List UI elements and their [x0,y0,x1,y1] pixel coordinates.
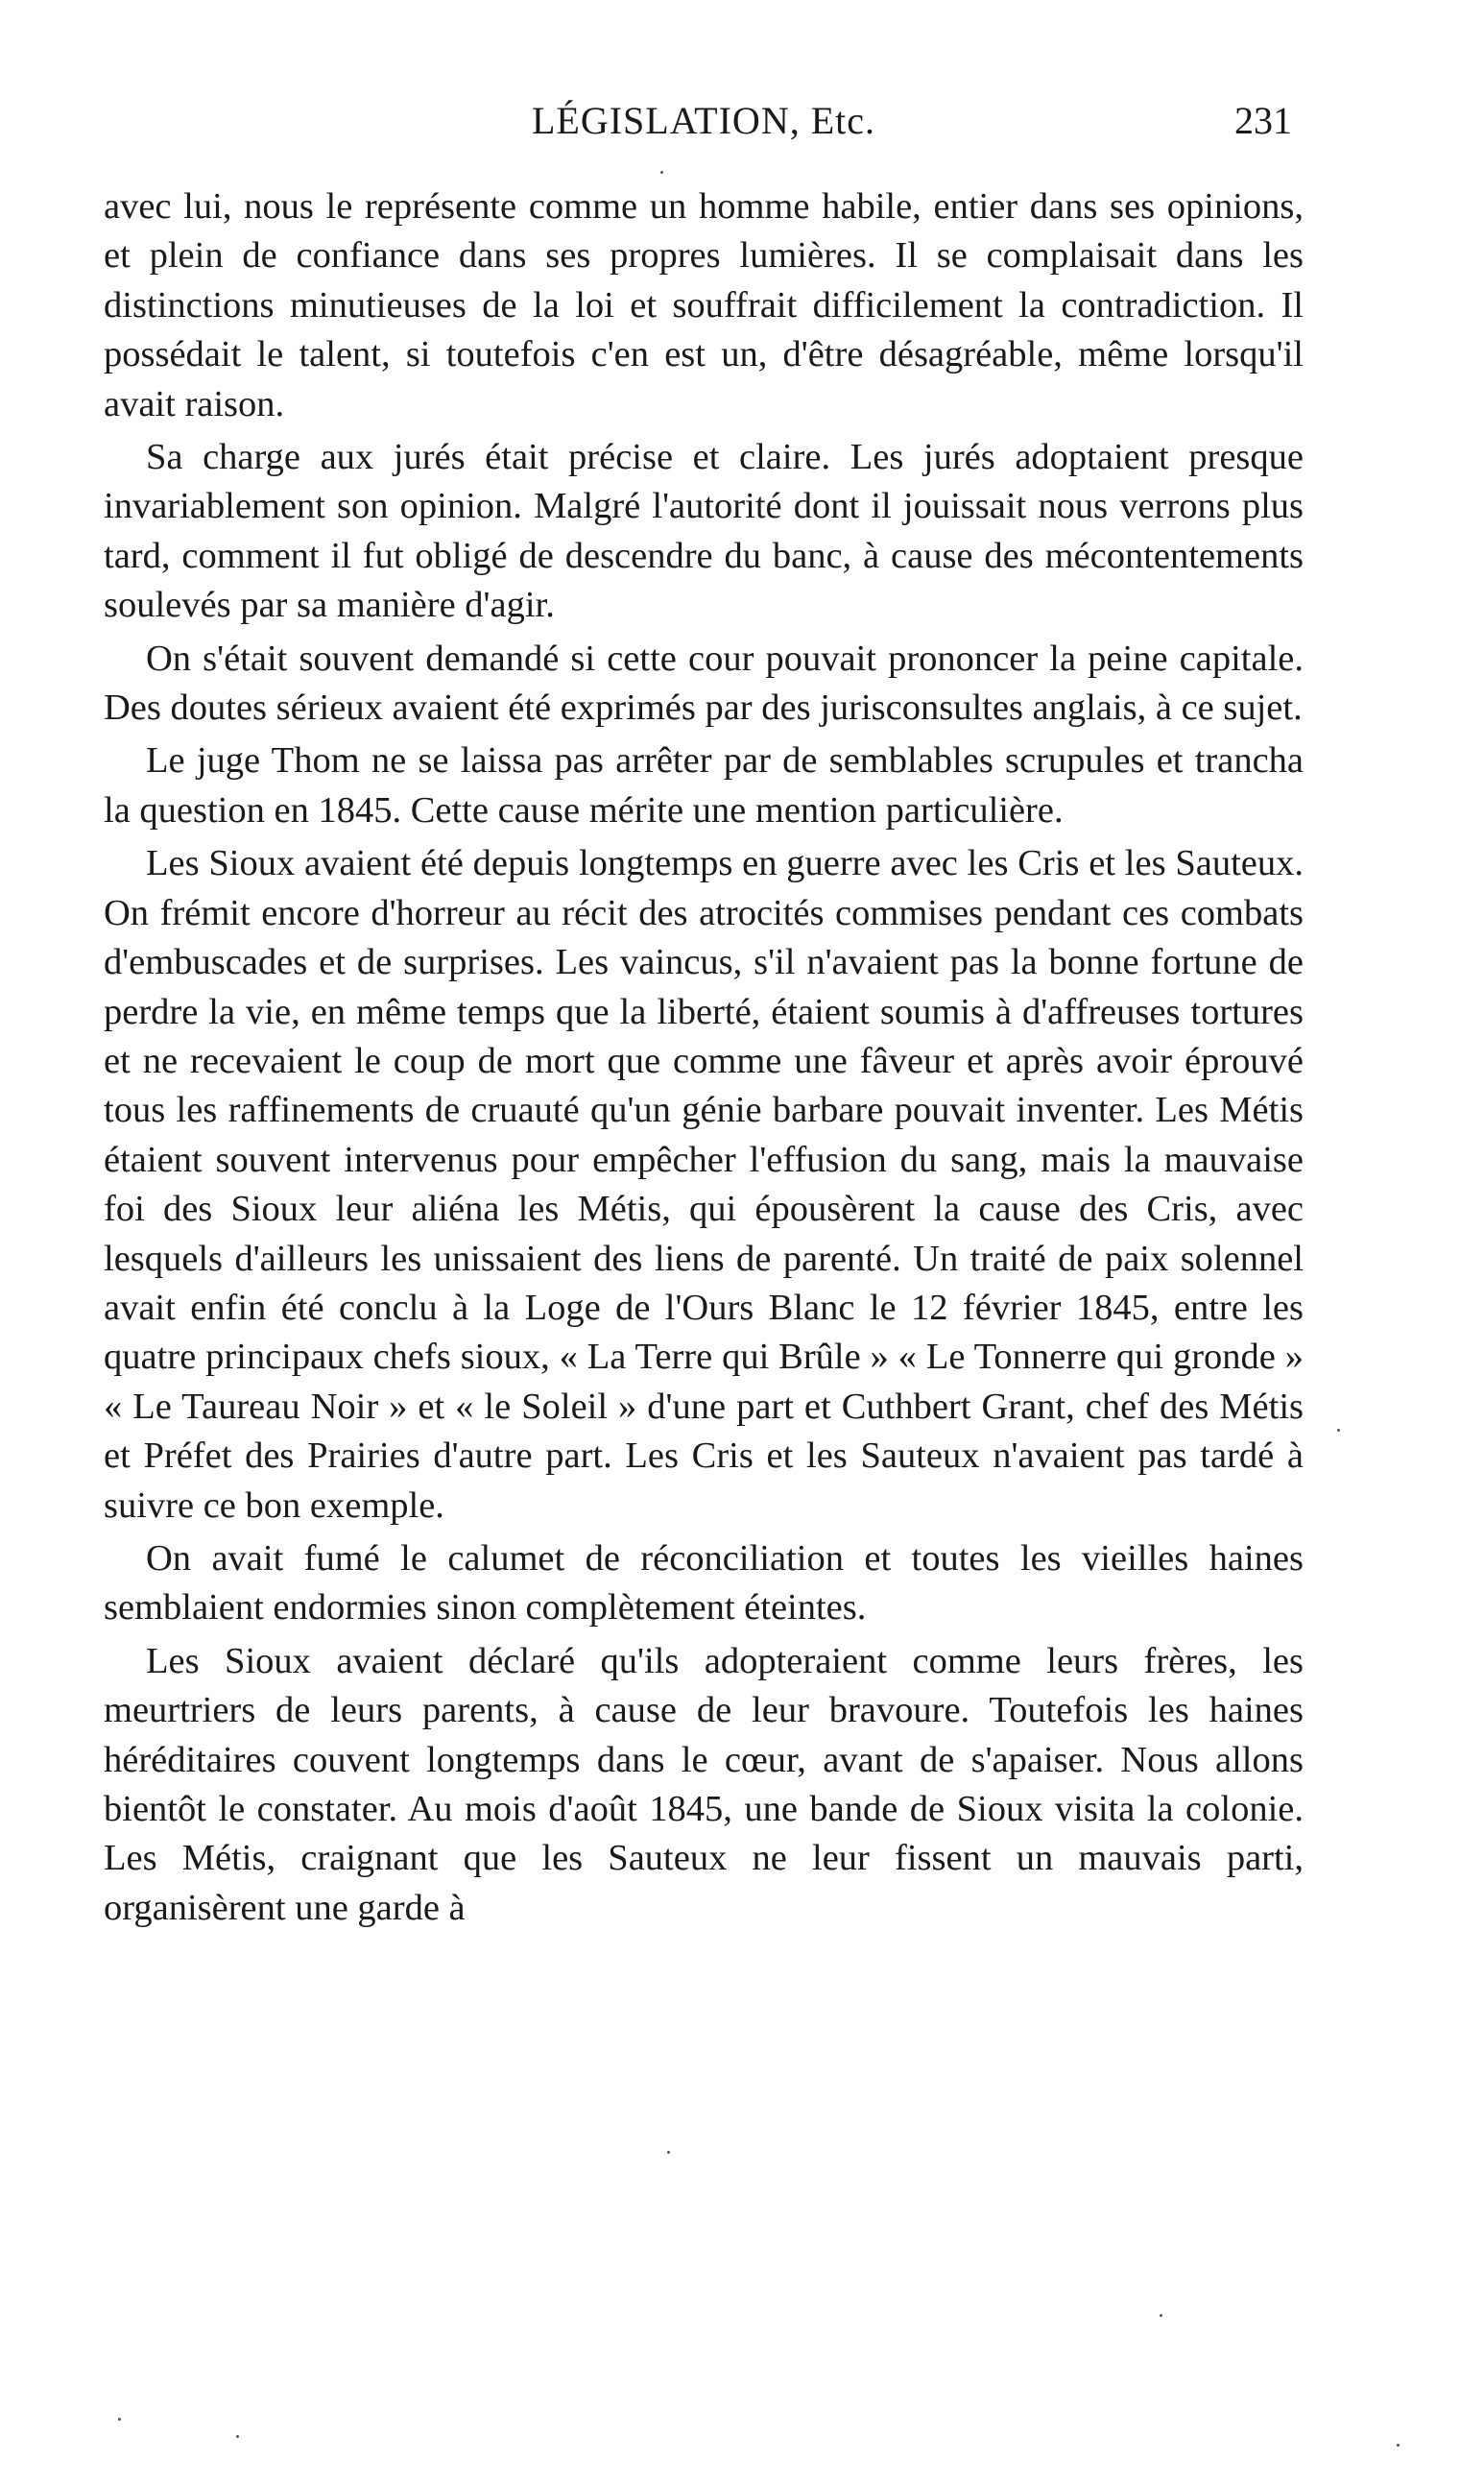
paragraph: Le juge Thom ne se laissa pas arrêter par de semblables scrupules et trancha la question en 1845. Cette cause mérite une mention particulière. [104,740,1304,831]
scan-speck [236,2435,239,2438]
paragraph: Les Sioux avaient déclaré qu'ils adopteraient comme leurs frères, les meurtriers de leurs parents, à cause de leur bravoure. Toutefois les haines héréditaires couvent longtemps dans le cœur, avant de s'apaiser. Nous allons bientôt le constater. Au mois d'août 1845, une bande de Sioux visita la colonie. Les Métis, craignant que les Sauteux ne leur fissent un mauvais parti, organisèrent une garde à [104,1640,1304,1928]
page-number: 231 [1234,99,1292,142]
scan-speck [118,2418,121,2421]
body-text [104,182,1304,1937]
running-title: LÉGISLATION, Etc. [531,99,876,142]
scan-speck [660,171,663,174]
scan-speck [1337,1429,1340,1432]
scan-speck [1397,2444,1400,2447]
paragraph: On s'était souvent demandé si cette cour pouvait prononcer la peine capitale. Des doutes sérieux avaient été exprimés par des jurisconsultes anglais, à ce sujet. [104,638,1304,729]
scan-speck [1160,2314,1162,2317]
running-head [104,92,1304,150]
paragraph: avec lui, nous le représente comme un homme habile, entier dans ses opinions, et plein de confiance dans ses propres lumières. Il se complaisait dans les distinctions minutieuses de la loi et souffrait difficilement la contradiction. Il possédait le talent, si toutefois c'en est un, d'être désagréable, même lorsqu'il avait raison. [104,186,1304,424]
scan-speck [667,2151,670,2154]
paragraph: Sa charge aux jurés était précise et claire. Les jurés adoptaient presque invariablement son opinion. Malgré l'autorité dont il jouissait nous verrons plus tard, comment il fut obligé de descendre du banc, à cause des mécontentements soulevés par sa manière d'agir. [104,437,1304,626]
paragraph: Les Sioux avaient été depuis longtemps en guerre avec les Cris et les Sauteux. On frémit encore d'horreur au récit des atrocités commises pendant ces combats d'embuscades et de surprises. Les vaincus, s'il n'avaient pas la bonne fortune de perdre la vie, en même temps que la liberté, étaient soumis à d'affreuses tortures et ne recevaient le coup de mort que comme une fâveur et après avoir éprouvé tous les raffinements de cruauté qu'un génie barbare pouvait inventer. Les Métis étaient souvent intervenus pour empêcher l'effusion du sang, mais la mauvaise foi des Sioux leur aliéna les Métis, qui épousèrent la cause des Cris, avec lesquels d'ailleurs les unissaient des liens de parenté. Un traité de paix solennel avait enfin été conclu à la Loge de l'Ours Blanc le 12 février 1845, entre les quatre principaux chefs sioux, « La Terre qui Brûle » « Le Tonnerre qui gronde » « Le Taureau Noir » et « le Soleil » d'une part et Cuthbert Grant, chef des Métis et Préfet des Prairies d'autre part. Les Cris et les Sauteux n'avaient pas tardé à suivre ce bon exemple. [104,843,1304,1526]
paragraph: On avait fumé le calumet de réconciliation et toutes les vieilles haines semblaient endormies sinon complètement éteintes. [104,1537,1304,1629]
